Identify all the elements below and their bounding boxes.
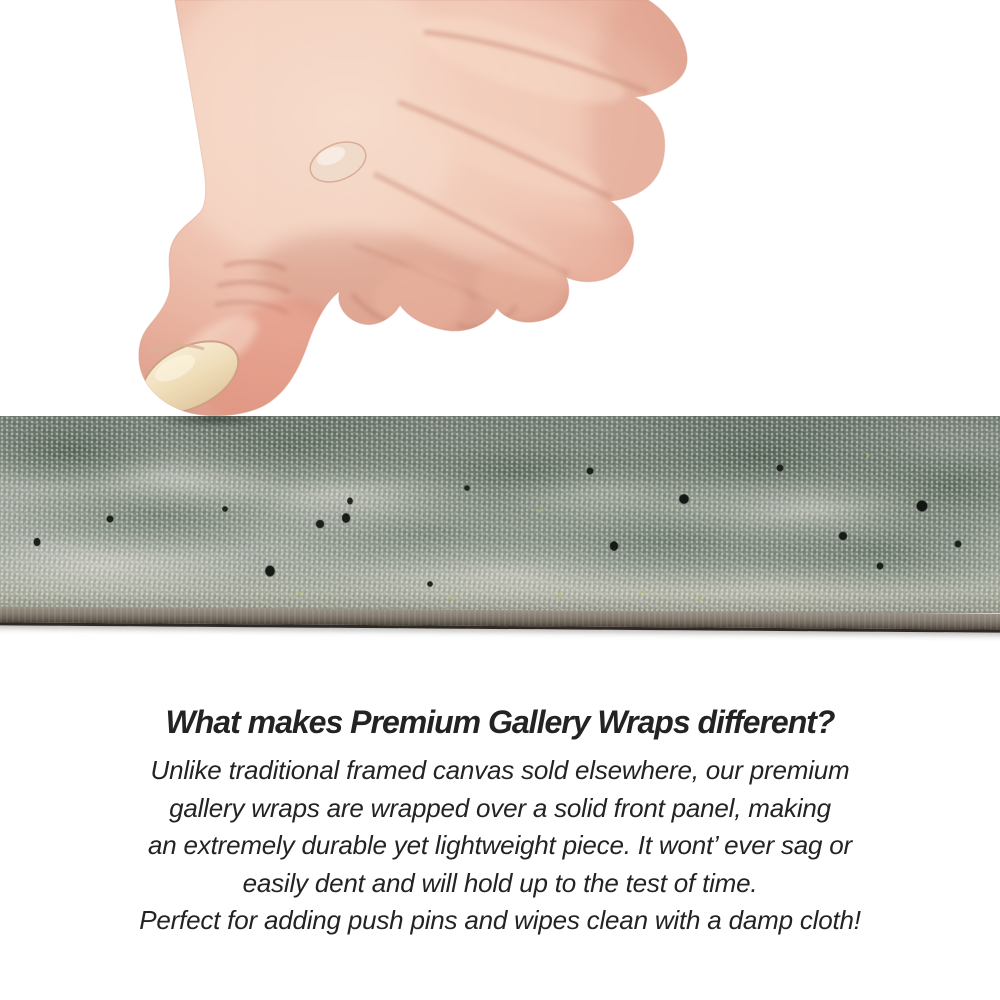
hand-shading: [130, 0, 750, 420]
info-line-1: Unlike traditional framed canvas sold elsewhere, our premium: [150, 755, 850, 785]
hand-illustration: [0, 0, 1000, 420]
info-section: [0, 701, 1000, 940]
info-line-2: gallery wraps are wrapped over a solid front panel, making: [169, 792, 831, 823]
canvas-texture-strip: [0, 416, 1000, 613]
info-line-4: easily dent and will hold up to the test of time.: [242, 867, 758, 898]
info-heading: What makes Premium Gallery Wraps different?: [165, 704, 835, 740]
info-line-3: an extremely durable yet lightweight piece. It wont’ ever sag or: [147, 830, 853, 860]
info-line-5: Perfect for adding push pins and wipes clean with a damp cloth!: [139, 905, 861, 935]
hand-photo: [0, 0, 1000, 420]
